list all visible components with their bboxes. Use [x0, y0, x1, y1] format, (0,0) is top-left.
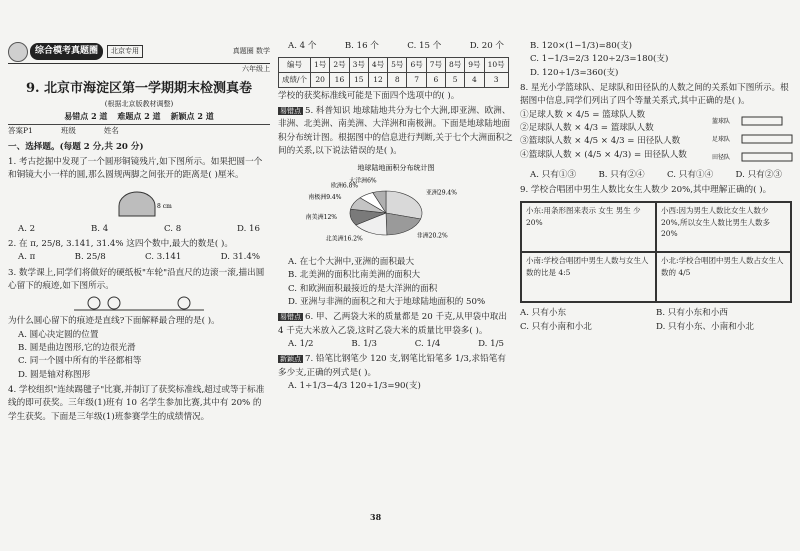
question-9: 9. 学校合唱团中男生人数比女生人数少 20%,其中理解正确的( )。: [520, 184, 772, 195]
grade-label: 六年级上: [242, 65, 270, 73]
page-title: 9. 北京市海淀区第一学期期末检测真卷: [25, 80, 253, 96]
option[interactable]: D. 20 个: [469, 41, 504, 51]
option[interactable]: A. 4 个: [288, 41, 317, 51]
bar-label: 篮球队: [712, 117, 731, 125]
slice-label: 欧洲6.8%: [330, 182, 359, 190]
table-cell: 15: [349, 72, 368, 87]
option[interactable]: B. 北美洲的面积比南美洲的面积大: [288, 270, 421, 281]
equation: ③篮球队人数 × 4/5 × 4/3 = 田径队人数: [520, 136, 681, 147]
option[interactable]: B. 16 个: [344, 41, 379, 51]
q9-options: [520, 307, 792, 334]
option[interactable]: D. 只有小东、小南和小北: [656, 321, 754, 332]
option[interactable]: C. 1−1/3=2/3 120÷2/3=180(支): [530, 54, 669, 65]
table-cell: 1号: [311, 58, 330, 73]
q8-options: [520, 169, 792, 182]
q4-options: [278, 40, 514, 53]
table-cell: 12: [368, 72, 387, 87]
column-left: [8, 0, 270, 551]
table-cell: 20: [311, 72, 330, 87]
option[interactable]: C. 15 个: [407, 41, 442, 51]
option[interactable]: D. 亚洲与非洲的面积之和大于地球陆地面积的 50%: [288, 297, 486, 308]
difficulty-tag: 易错点: [280, 313, 301, 322]
table-cell: 7号: [426, 58, 445, 73]
option[interactable]: C. 同一个圆中所有的半径都相等: [18, 356, 142, 367]
table-cell: 5: [446, 72, 465, 87]
option[interactable]: A. 只有①③: [530, 169, 577, 180]
column-right: [520, 0, 792, 551]
question-6-text: 6. 甲、乙两袋大米的质量都是 20 千克,从甲袋中取出 4 千克大米放入乙袋,这时乙袋大米的质量比甲袋多( )。: [278, 312, 507, 336]
difficulty-tag: 新颖点: [280, 355, 301, 364]
option[interactable]: B. 25/8: [74, 252, 106, 263]
question-1: 1. 考古挖掘中发现了一个圆形铜镜残片,如下图所示。如果把圆一个和铜镜大小一样的圆,那么圆规两脚之间张开的距离是( )厘米。: [8, 157, 263, 181]
table-header-row: [279, 58, 509, 73]
question-6: [278, 311, 514, 338]
option[interactable]: D. 圆是轴对称图形: [18, 369, 91, 380]
option[interactable]: A. 在七个大洲中,亚洲的面积最大: [288, 257, 415, 268]
mirror-shard-svg: [109, 186, 172, 220]
table-cell: 2号: [330, 58, 349, 73]
question-3-prompt: 为什么圆心留下的痕迹是直线?下面解释最合理的是( )。: [8, 316, 220, 327]
pie-chart-figure: [278, 161, 514, 253]
question-7: [278, 353, 514, 380]
table-row: [279, 72, 509, 87]
option[interactable]: A. 1/2: [288, 339, 314, 349]
option[interactable]: C. 只有小南和小北: [520, 321, 592, 332]
option[interactable]: B. 4: [90, 223, 109, 234]
option[interactable]: D. 只有②③: [735, 169, 782, 180]
series-label: 真题圈 数学: [232, 47, 270, 56]
option[interactable]: C. 1/4: [414, 339, 441, 349]
class-field[interactable]: 班级: [60, 126, 76, 136]
bar-label: 足球队: [712, 135, 731, 143]
q8-body: [520, 109, 792, 169]
option[interactable]: B. 圆是曲边图形,它的边很光滑: [18, 342, 136, 353]
question-3: 3. 数学课上,同学们将做好的硬纸板"车轮"沿直尺的边滚一滚,描出圆心留下的痕迹,如下图所示。: [8, 267, 265, 292]
page-number: 38: [370, 512, 382, 522]
option[interactable]: B. 1/3: [351, 339, 377, 349]
opinion-cell: 小东:用条形图来表示 女生 男生 少20%: [521, 202, 656, 252]
option[interactable]: C. 只有①④: [667, 169, 714, 180]
stat-item: 难题点 2 道: [117, 110, 161, 121]
table-cell: 3: [484, 72, 508, 87]
option[interactable]: A. π: [18, 252, 36, 263]
table-cell: 8: [388, 72, 407, 87]
option[interactable]: A. 1÷1/3−4/3 120÷1/3=90(支): [288, 380, 421, 391]
option[interactable]: C. 3.141: [145, 252, 182, 263]
option[interactable]: A. 只有小东: [520, 308, 567, 319]
team-bar-diagram: [712, 109, 792, 169]
wheel-svg: [74, 296, 204, 312]
name-field[interactable]: 姓名: [103, 126, 119, 136]
opinion-cell: 小西:因为男生人数比女生人数少20%,所以女生人数比男生人数多20%: [656, 202, 791, 252]
slice-label: 大洋洲6%: [349, 177, 377, 185]
table-cell: 编号: [279, 58, 311, 73]
mascot-icon: [8, 42, 28, 62]
brand-label: 综合模考真题圈: [30, 43, 103, 61]
opinion-cell: 小南:学校合唱团中男生人数与女生人数的比是 4:5: [521, 252, 656, 302]
question-4: 4. 学校组织"连续踢毽子"比赛,并制订了获奖标准线,超过或等于标准线的即可获奖。三年级(1)班有 10 名学生参加比赛,其中有 20% 的学生获奖。下面是三年级(1)班参赛学生的成绩情况。: [8, 384, 265, 422]
equation: ②足球队人数 × 4/3 = 篮球队人数: [520, 122, 654, 133]
opinion-cell: 小北:学校合唱团中男生人数占女生人数的 4/5: [656, 252, 791, 302]
wheel-figure: [8, 296, 270, 312]
equation: ①足球人数 × 4/5 = 篮球队人数: [520, 109, 646, 120]
slice-label: 亚洲29.4%: [425, 189, 457, 197]
slice-label: 北美洲16.2%: [325, 235, 363, 243]
stats-row: [8, 110, 270, 122]
difficulty-tag: 易错点: [280, 106, 301, 115]
slice-label: 非洲20.2%: [416, 232, 448, 240]
table-cell: 3号: [349, 58, 368, 73]
slice-label: 南极洲9.4%: [308, 194, 342, 202]
bar-label: 田径队: [712, 153, 731, 161]
question-5-text: 5. 科普知识 地球陆地共分为七个大洲,即亚洲、欧洲、非洲、北美洲、南美洲、大洋洲和南极洲。下面是地球陆地面积分布统计图。根据图中的信息进行判断,关于七个大洲面积之间的关系,以下说法错误的是( )。: [278, 105, 513, 156]
q1-options: [8, 223, 270, 236]
table-cell: 7: [407, 72, 426, 87]
option[interactable]: B. 只有小东和小西: [656, 308, 728, 319]
question-8: 8. 星光小学篮球队、足球队和田径队的人数之间的关系如下图所示。根据图中信息,同学们列出了四个等量关系式,其中正确的是( )。: [520, 82, 789, 107]
table-cell: 9号: [465, 58, 484, 73]
answer-ref: 答案P1: [8, 126, 33, 136]
option[interactable]: A. 2: [18, 223, 36, 234]
opinion-grid: [520, 201, 792, 303]
q8-equations: [520, 109, 712, 169]
stat-item: 易错点 2 道: [64, 110, 108, 121]
question-5: [278, 105, 514, 158]
table-cell: 16: [330, 72, 349, 87]
student-info-row: [8, 124, 270, 137]
option[interactable]: D. 1/5: [478, 339, 504, 349]
column-middle: [278, 0, 514, 551]
option[interactable]: C. 和欧洲面积最接近的是大洋洲的面积: [288, 283, 438, 294]
region-label: 北京专用: [107, 45, 143, 58]
score-table-main: [278, 57, 509, 87]
equation: ④篮球队人数 × (4/5 × 4/3) = 田径队人数: [520, 149, 687, 160]
table-cell: 5号: [388, 58, 407, 73]
header-banner: [8, 40, 270, 64]
title-note: (根据北京版教材调整): [104, 99, 174, 108]
table-cell: 10号: [484, 58, 508, 73]
option[interactable]: D. 120÷1/3=360(支): [530, 67, 619, 78]
table-cell: 6: [426, 72, 445, 87]
stat-item: 新颖点 2 道: [170, 110, 214, 121]
mirror-label: 8 cm: [157, 202, 172, 210]
section-heading: 一、选择题。(每题 2 分,共 20 分): [8, 141, 144, 152]
chart-title: 地球陆地面积分布统计图: [357, 164, 435, 173]
table-cell: 4: [465, 72, 484, 87]
option[interactable]: D. 16: [236, 223, 260, 234]
mirror-figure: [8, 186, 270, 220]
table-cell: 成绩/个: [279, 72, 311, 87]
question-2: 2. 在 π, 25/8, 3.141, 31.4% 这四个数中,最大的数是( )。: [8, 239, 233, 250]
option[interactable]: A. 圆心决定圆的位置: [18, 329, 99, 340]
question-4-tail: 学校的获奖标准线可能是下面四个选项中的( )。: [278, 90, 460, 101]
slice-label: 南美洲12%: [305, 214, 338, 222]
table-cell: 8号: [446, 58, 465, 73]
option[interactable]: C. 8: [163, 223, 182, 234]
q6-options: [278, 338, 514, 351]
option[interactable]: B. 120×(1−1/3)=80(支): [530, 41, 633, 51]
pie-chart: [296, 161, 496, 253]
table-cell: 4号: [368, 58, 387, 73]
table-cell: 6号: [407, 58, 426, 73]
question-7-text: 7. 铅笔比钢笔少 120 支,钢笔比铅笔多 1/3,求铅笔有多少支,正确的列式是( )。: [278, 354, 506, 378]
q2-options: [8, 251, 270, 264]
option[interactable]: D. 31.4%: [220, 252, 260, 263]
option[interactable]: B. 只有②④: [598, 169, 645, 180]
